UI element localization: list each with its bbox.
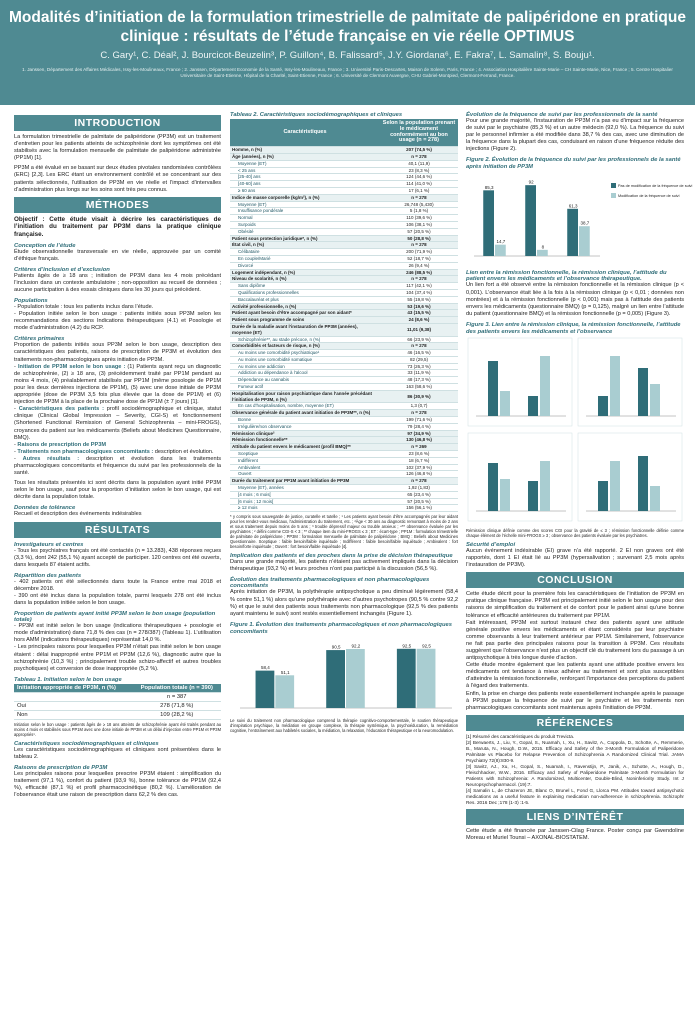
figure3-note: Rémission clinique définie comme des scores CGI pour la gravité de ≤ 3 ; rémission fonctionnelle définie comme chaque élément de l’échelle mini-FROGS ≥ 3 ; observance des patients évaluée par les psychiatres. [466,527,684,538]
panel-bar [650,384,660,416]
conclusion-p4: Enfin, la prise en charge des patients reste essentiellement inchangée après le passage à PP3M puisque la fréquence de suivi par le psychiatre et les traitements non pharmacologiques concomitants sont maintenus après l’initiation de PP3M. [466,690,684,711]
table-row: Addiction ou dépendance à l’alcool 33 (11,9 %) [230,370,458,377]
conclusion-p2: Fait intéressant, PP3M est surtout instauré chez des patients ayant une attitude générale positive envers les médicaments et étant considérés par leur psychiatre comme observants à leur traitement antérieur par PP1M. Similairement, l’observance ne fait pas partie des principales raisons pour la transition à PP3M. Ces résultats suggèrent que l’observance n’est plus un objectif clé du traitement lors du passage à un antipsychotique à très longue durée d’action. [466,619,684,662]
figure2-title: Figure 2. Évolution de la fréquence du suivi par les professionnels de la santé après initiation de PP3M [466,157,681,171]
table-row: Activité professionnelle, n (%) 53 (19,6 %) [230,303,458,310]
table-row: Patient sous protection juridique*, n (%) 50 (28,8 %) [230,235,458,242]
criteria-text: Patients âgés de ≥ 18 ans ; initiation de PP3M dans les 4 mois précédant l’inclusion dans un contexte ambulatoire ; non-opposition au recueil de données ; aucune participation à des essais cliniques dans les 30 jours qui précèdent. [14,272,221,293]
implication-title: Implication des patients et des proches dans la prise de décision thérapeutique [230,553,453,560]
table-row: Logement indépendant, n (%) 246 (88,5 %) [230,269,458,276]
pop-total: - Population totale : tous les patients inclus dans l’étude. [14,304,221,311]
table-row: Au moins une comorbidité somatique 82 (29,5) [230,356,458,363]
safety-text: Aucun événement indésirable (EI) grave n’a été rapporté. 2 EI non graves ont été rapportés, dont 1 EI était lié au PP3M (hypersalivation ; survenant 2,5 mois après l’instauration de PP3M). [466,547,684,569]
table-row: En couple/Marié 52 (18,7 %) [230,255,458,262]
table-row: Qualifications professionnelles 104 (37,4 %) [230,289,458,296]
panel-bar [540,461,550,511]
distribution-item: - 390 ont été inclus dans la population totale, parmi lesquels 278 ont été inclus dans la population initiée selon le bon usage. [14,593,221,607]
table-row: Comorbidités et facteurs de risque, n (%) n = 278 [230,343,458,350]
criterion-item: - Raisons de prescription de PP3M [14,442,221,449]
bar [537,250,548,256]
section-results: RÉSULTATS [14,522,221,538]
reasons-title: Raisons de prescription de PP3M [14,765,108,772]
panel-bar [650,486,660,511]
frequency-title: Évolution de la fréquence de suivi par les professionnels de la santé [466,112,658,118]
data-label: 92,5 [402,643,412,649]
table-row: En cas d’hospitalisation, nombre, moyenne (ET) 1,3 (0,7) [230,403,458,410]
table-row: Homme, n (%) 207 (74,5 %) [230,147,458,154]
bar [483,191,494,257]
bar [495,245,506,256]
data-label: 38,7 [580,221,590,227]
reference-item: [4] Samalin L, de Chazeron JE, Blanc O, Brunel L, Fond G, Llorca PM. Attitudes toward antipsychotic medications as a useful feature in explaining medication non-adherence in schizophrenia. Schizophr Res. 2016 Dec ;178 (1-3) :1-5. [466,787,684,805]
link-text: Un lien fort a été observé entre la rémission fonctionnelle et la rémission clinique (p < 0,001). L’observance était liée à la fois à la rémission clinique (p < 0,01 ; données non montrées) et à la rémission fonctionnelle (p < 0,001) mais pas à l’attitude des patients envers les médicaments (questionnaire BMQ) (p = 0,125), malgré un lien entre l’attitude du patient (questionnaire BMQ) et la rémission fonctionnelle (p = 0,005) (Figure 3). [466,282,684,317]
table-row: Ambivalent 102 (37,9 %) [230,464,458,471]
panel-bar [638,368,648,416]
bar [579,227,590,257]
bar [326,650,345,708]
section-links: LIENS D’INTÉRÊT [466,809,684,825]
evolution-title: Évolution des traitements pharmacologiques et non pharmacologiques concomitants [230,577,430,590]
proportion-item: - Les principales raisons pour lesquelles PP3M n’était pas initié selon le bon usage étaient : délai inapproprié entre PP1M et PP3M (12,6 %), diagnostic autre que la schizophrénie (10,3 %) ; principalement trouble schizo-affectif et autres troubles psychotiques) et conversion de dose inappropriée (5,2 %). [14,644,221,672]
tolerance-text: Recueil et description des événements indésirables [14,511,142,518]
bar [567,209,578,256]
data-label: 8 [541,244,545,250]
safety-title: Sécurité d’emploi [466,541,516,548]
panel-bar [500,479,510,511]
table-row: Normal 110 (39,6 %) [230,215,458,222]
table-row: Insuffisance pondérale 5 (1,8 %) [230,208,458,215]
table2-head: Caractéristiques [230,119,380,147]
table-row: Non 109 (28,2 %) [14,710,221,719]
bar [417,649,436,708]
pop-bon-usage: - Population initiée selon le bon usage : patients initiés sous PP3M selon les recommandations des sections Indications thérapeutiques (4.1) et Posologie et mode d’administration (4.2) du RCP. [14,311,221,332]
data-label: 85,3 [484,185,494,191]
affiliations: 1. Janssen, Département des Affaires Médicales, Issy-les-Moulineaux, France ; 2. Janssen, Département Economie de la Santé, Issy-les-Moulineaux, France ; 3. Université Paris-Descartes, Maison de Solenn, Paris, France ; 4. Association Hospitalière Sainte-Marie – CH Sainte-Marie, Nice, France ; 5. Centre Hospitalier Universitaire de Saint-Etienne, Hôpital de la Charité, Saint-Etienne, France ; 6. Université de Clermont Auvergne, CHU Gabriel-Montpied, Clermont-Ferrand, France. [22,67,673,78]
bar [525,186,536,257]
table-row: [4 mois ; 6 mois[ 65 (23,4 %) [230,491,458,498]
proportion-title: Proportion de patients ayant initié PP3M selon le bon usage (population totale) [14,611,216,624]
characteristics-text: Les caractéristiques sociodémographiques et cliniques sont présentées dans le tableau 2. [14,746,221,760]
legend-label: Pas de modification de la fréquence de suivi [618,184,693,189]
tolerance-title: Données de tolérance [14,505,76,512]
figure1-title: Figure 1. Évolution des traitements pharmacologiques et non pharmacologiques concomitants [230,621,452,635]
table-row: Durée du traitement par PP1M avant initiation de PP3M n = 278 [230,478,458,485]
investigators-title: Investigateurs et centres [14,541,84,548]
figure1-note: Le suivi du traitement non pharmacologique comprend la thérapie cognitivo-comportementale, le soutien thérapeutique d’inspiration psychique, la médiation en groupe complexe, la thérapie systémique, la psychoéducation, la remédiation cognitive, l’entraînement aux habiletés sociales, la médiation, la relaxation, l’éducation thérapeutique et la neuromodulation. [230,717,458,733]
authors: C. Gary¹, C. Déal², J. Bourcicot-Beuzelin³, P. Guillon⁴, B. Falissard⁵, J.Y. Giordana⁶, E. Fakra⁷, L. Samalin⁸, S. Bouju¹. [100,50,595,61]
bar [256,670,275,707]
figure3-chart [466,336,684,526]
reference-item: [1] Résumé des caractéristiques du produit Trevicta. [466,733,575,739]
criterion-item: - Traitements non pharmacologiques concomitants : description et évolution. [14,449,221,456]
panel-bar [598,481,608,511]
investigators-text: - Tous les psychiatres français ont été contactés (n = 13.283), 438 réponses reçues (3,3 %), dont 242 (55,1 %) ayant accepté de participer. 120 centres ont été ouverts, dans lesquels 87 étaient actifs. [14,548,221,569]
panel-bar [638,456,648,511]
table-row: Dépendance au cannabis 48 (17,3 %) [230,377,458,384]
panel-bar [598,396,608,416]
bar [346,649,365,708]
table-row: Durée de la maladie avant l’instauration de PP3M (années), moyenne (ET) 11,01 (9,38) [230,323,458,336]
table-row: Au moins une comorbidité psychiatrique¹ 46 (16,5 %) [230,350,458,357]
table2 [230,119,458,512]
design-title: Conception de l’étude [14,242,76,249]
data-label: 90,5 [331,644,341,650]
table-row: Observance générale du patient avant initiation de PP3M**, n (%) n = 278 [230,410,458,417]
data-label: 92,2 [351,643,361,649]
table-row: Moyenne (ET) 40,1 (11,9) [230,160,458,167]
reasons-text: Les principales raisons pour lesquelles prescrire PP3M étaient : simplification du traitement (97,1 %), confort du patient (93,9 %), bonne tolérance de PP1M (92,4 %), efficacité (87,1 %) et profil pharmacocinétique (80,2 %). L’amélioration de l’observance était une raison de prescription dans 62,2 % des cas. [14,771,221,799]
panel-bar [610,356,620,416]
table-row: Au moins une addiction 73 (26,3 %) [230,363,458,370]
table-row: [40-60] ans 114 (41,0 %) [230,181,458,188]
table-row: Fumeur actif 163 (58,6 %) [230,384,458,391]
table-row: Sans diplôme 117 (42,1 %) [230,283,458,290]
table-row: Patient sous programme de soins 24 (8,6 %) [230,317,458,324]
table-row: Surpoids 106 (38,1 %) [230,221,458,228]
table-row: Indifférent 18 (6,7 %) [230,457,458,464]
intro-p1: La formulation trimestrielle de palmitate de palipéridone (PP3M) est un traitement d’entretien pour les patients atteints de schizophrénie dont les symptômes ont été stabilisés avec la formulation mensuelle de palmitate de palipéridone administrée (PP1M) [1]. [14,134,221,162]
table-row: Divorcé 26 (9,4 %) [230,262,458,269]
data-label: 61,3 [568,203,578,209]
table-row: Obésité 57 (20,5 %) [230,228,458,235]
proportion-item: - PP3M est initié selon le bon usage (indications thérapeutiques + posologie et mode d’administration) dans 71,8 % des cas (n = 278/387) (Tableau 1). L’utilisation hors AMM (indications thérapeutiques) représentait 14,0 %. [14,623,221,644]
characteristics-title: Caractéristiques sociodémographiques et cliniques [14,740,159,747]
panel-bar [528,481,538,511]
data-label: 92 [528,180,534,186]
criterion-item: - Caractéristiques des patients : profil sociodémographique et clinique, statut clinique (Clinical Global Impression – Severity, CGI-S) et fonctionnement (Shortened Functional Remission of General Schizophrenia – mini-FROGS), croyances du patient sur les médicaments (Beliefs about Medicines Questionnaire, BMQ). [14,406,221,441]
panel-frame [468,338,572,426]
table-row: Moyenne (ET), années 1,92 (1,83) [230,485,458,492]
table-row: Irrégulière/non observance 79 (28,4 %) [230,423,458,430]
table-row: Oui 278 (71,8 %) [14,701,221,710]
table-row: n = 387 [14,692,221,701]
table-row: Schizophrénie**, au stade précoce, n (%) 66 (23,9 %) [230,336,458,343]
data-label: 58,4 [261,664,270,670]
bar [275,675,294,708]
panel-frame [578,338,682,426]
link-title: Lien entre la rémission fonctionnelle, la rémission clinique, l’attitude du patient envers les médicaments et l’observance thérapeutique. [466,270,667,283]
table-row: Rémission fonctionnelle** 130 (46,8 %) [230,437,458,444]
figure2-chart [466,171,693,266]
distribution-item: - 402 patients ont été sélectionnés dans toute la France entre mai 2018 et décembre 2018. [14,579,221,593]
table-row: Baccalauréat et plus 55 (19,8 %) [230,296,458,303]
figure1-chart [230,636,458,716]
table-row: Hospitalisation pour raison psychiatrique dans l’année précédant l’initiation de PP3M, n (%) 86 (30,9 %) [230,390,458,403]
panel-bar [488,361,498,416]
column-middle [230,112,458,1017]
section-references: RÉFÉRENCES [466,715,684,731]
table1 [14,684,221,720]
conclusion-p1: Cette étude décrit pour la première fois les caractéristiques de l’initiation de PP3M en pratique clinique française. PP3M est principalement initié selon le bon usage pour des raisons de simplification du traitement et de confort pour le patient ainsi qu’une bonne tolérance et efficacité antérieures du traitement par PP1M. [466,591,684,619]
panel-frame [578,433,682,521]
table1-note: Initiation selon le bon usage : patients âgés de ≥ 18 ans atteints de schizophrénie ayant été traités pendant au moins 4 mois et stabilisés sous PP1M avec une dose initiale de PP3M et un délai d’injection entre PP1M et PP3M appropriés¹. [14,721,221,737]
table-row: Indice de masse corporelle (kg/m²), n (%) n = 278 [230,194,458,201]
reference-item: [2] Berwaerts, J., Liu, Y., Gopal, S., Nuamah, I., Xu, H., Savitz, A., Coppola, D., Schotte, A., Remmerie, B., Maruta, N., Hough, D.W., 2015. Efficacy and Safety of the 3-Month Formulation of Paliperidone Palmitate vs Placebo for Relapse Prevention of Schizophrenia A Randomized Clinical Trial. JAMA Psychiatry 72(8):830-9. [466,739,684,763]
criteria-title: Critères d’inclusion et d’exclusion [14,266,110,273]
table-row: < 25 ans 23 (8,3 %) [230,167,458,174]
table-row: Célibataire 200 (71,9 %) [230,249,458,256]
legend-swatch [611,193,616,198]
poster-title: Modalités d’initiation de la formulation trimestrielle de palmitate de palipéridone en pratique clinique : résultats de l’étude française en vie réelle OPTIMUS [9,9,686,45]
reference-item: [3] Savitz, AJ., Xu, H., Gopal, S., Nuamah, I., Ravenstijn, P., Janik, A., Schotte, A., Hough, D., Fleischhacker, W.W., 2016. Efficacy and Safety of Paliperidone Palmitate 3-Month Formulation for Patients with Schizophrenia: A Randomized, Multicenter, Double-Blind, Noninferiority Study. Int J Neuropsychopharmacol. (19):7. [466,763,684,787]
table2-title: Tableau 2. Caractéristiques sociodémographiques et cliniques [230,112,403,118]
table-row: ≥ 12 mois 156 (56,1 %) [230,505,458,512]
panel-frame [468,433,572,521]
design-text: Étude observationnelle transversale en vie réelle, approuvée par un comité d’éthique français. [14,248,221,262]
data-label: 51,1 [280,669,290,675]
table-row: Moyenne (ET) 26,748 (5,430) [230,201,458,208]
implication-text: Dans une grande majorité, les patients n’étaient pas activement impliqués dans la décision thérapeutique (93,2 %) et leurs proches n’ont pas participé à la discussion (56,5 %). [230,559,458,573]
objective: Objectif : Cette étude visait à décrire les caractéristiques de l’initiation du traitement par PP3M dans la pratique clinique française. [14,215,221,238]
distribution-title: Répartition des patients [14,572,82,579]
bar [397,649,416,708]
table-row: ≥ 60 ans 17 (6,1 %) [230,187,458,194]
frequency-text: Pour une grande majorité, l’instauration de PP3M n’a pas eu d’impact sur la fréquence de suivi par le psychiatre (85,3 %) et un autre médecin (92,0 %). La fréquence du suivi par le personnel infirmier a été modifiée dans 38,7 % des cas, avec une diminution de la fréquence dans la plupart des cas, conduisant en raison d’une fréquence réduite des injections (Figure 2). [466,118,684,153]
table-row: Âge (années), n (%) n = 278 [230,153,458,160]
table-row: État civil, n (%) n = 278 [230,242,458,249]
analysis-text: Tous les résultats présentés ici sont décrits dans la population ayant initié PP3M selon le bon usage, sauf pour la proportion d’initiation selon le bon usage, qui est décrite dans la population totale. [14,480,221,501]
table-row: Sceptique 23 (8,6 %) [230,451,458,458]
table1-head: Initiation appropriée de PP3M, n (%) [14,684,133,693]
primary-title: Critères primaires [14,336,65,343]
table1-head: Population totale (n = 390) [133,684,222,693]
criterion-item: - Autres résultats : description et évolution dans les traitements pharmacologiques concomitants et fréquence du suivi par les professionnels de la santé. [14,456,221,477]
table-row: Niveau de scolarité, n (%) n = 278 [230,276,458,283]
table2-head: Selon la population prenant le médicament conformément au bon usage (n = 278) [380,119,458,147]
legend-swatch [611,183,616,188]
table2-note: * y compris sous sauvegarde de justice, curatelle et tutelle ; ¹ Les patients ayant besoin d’être accompagnés par leur aidant pour les rendez-vous médicaux, l’administration du traitement, etc. ; ²Âge < 30 ans au diagnostic remontant à moins de 2 ans et sous traitement depuis moins de 5 ans ; ³ trouble dépressif majeur ou trouble anxieux ; ⁴** observance évaluée par les psychiatres ; ² défini comme CGI-S < 3 ; ** chaque item du mini-FROGS ≤ 3 ; ET : écart-type ; PP1M : formulation trimestrielle de palmitate de palipéridone ; PP3M : formulation mensuelle de palmitate de palipéridone ; BMQ : Beliefs about Medicines Questionnaire. Sceptique : faible besoin/faible inquiétude ; Indifférent : faible besoin/faible inquiétude ; Ambivalent : fort besoin/forte inquiétude ; Ouvert : fort besoin/faible inquiétude [4]. [230,514,458,550]
panel-bar [528,396,538,416]
table-row: Rémission clinique² 97 (34,9 %) [230,430,458,437]
panel-bar [540,356,550,416]
populations-title: Populations [14,298,48,304]
legend-label: Modification de la fréquence de suivi [618,194,680,199]
section-conclusion: CONCLUSION [466,572,684,588]
figure3-title: Figure 3. Lien entre la rémission clinique, la rémission fonctionnelle, l’attitude des patients envers les médicaments et l’observance [466,321,681,335]
column-left [14,112,221,1017]
table-row: Patient ayant besoin d’être accompagné par son aidant* 43 (15,5 %) [230,310,458,317]
section-methods: MÉTHODES [14,197,221,213]
evolution-text: Après initiation de PP3M, la polythérapie antipsychotique a peu diminué légèrement (58,4 % contre 51,1 %) alors qu’une polythérapie avec d’autres psychotropes (90,5 % contre 92,2 %) et que le suivi des patients sous traitements non pharmacologique (92,5 % des patients ayant maintenu le suivi) sont restés essentiellement inchangés (Figure 1). [230,589,458,617]
intro-p2: PP3M a été évalué en se basant sur deux études pivotales randomisées contrôlées (ERC) [2,3]. Les ERC étant un environnement contrôlé et se concentrant sur des patients sélectionnés, l’utilisation de PP3M en vie réelle et l’impact d’intervalles d’administration plus longs sur les soins sont très peu connus. [14,165,221,193]
table1-title: Tableau 1. Initiation selon le bon usage [14,676,122,683]
panel-bar [500,391,510,416]
table-row: Bonne 199 (71,6 %) [230,417,458,424]
panel-bar [488,463,498,511]
table-row: Ouvert 126 (46,8 %) [230,471,458,478]
table-row: Attitude du patient envers le médicament (profil BMQ)** n = 269 [230,444,458,451]
column-right [466,112,693,1017]
criterion-item: - Initiation de PP3M selon le bon usage : (1) Patients ayant reçu un diagnostic de schizophrénie, (2) ≥ 18 ans, (3) précédemment traité par PP1M pendant au moins 4 mois, (4) préalablement stabilisés par PP1M (même posologie de PP1M pour les deux dernières injections de PP1M), (5) avec une dose initiale de PP3M appropriée (dose de PP3M 3,5 fois plus élevée que la dose de PP1M) et (6) injection de PP3M à la place de la prochaine dose de PP1M (± 7 jours) [1]. [14,364,221,407]
table-row: [6 mois ; 12 mois[ 57 (20,5 %) [230,498,458,505]
panel-bar [610,461,620,511]
links-text: Cette étude a été financée par Janssen-Cilag France. Poster conçu par Gwendoline Moreau et Muriel Tounsi – AXONAL-BIOSTATEM. [466,827,684,841]
poster-header [0,0,695,105]
section-intro: INTRODUCTION [14,115,221,131]
table-row: [25-40] ans 124 (44,6 %) [230,174,458,181]
data-label: 14,7 [496,239,506,245]
data-label: 92,5 [422,643,431,649]
primary-text: Proportion de patients initiés sous PP3M selon le bon usage, description des caractéristiques des patients, raisons de prescription de PP3M et évolution des traitements non-pharmacologiques après initiation de PP3M. [14,342,221,363]
conclusion-p3: Cette étude montre également que les patients ayant une attitude positive envers les médicaments ont tendance à mieux adhérer au traitement et sont plus susceptibles d’atteindre la rémission fonctionnelle, renforçant l’importance des perceptions du patient à l’égard des traitements. [466,662,684,690]
